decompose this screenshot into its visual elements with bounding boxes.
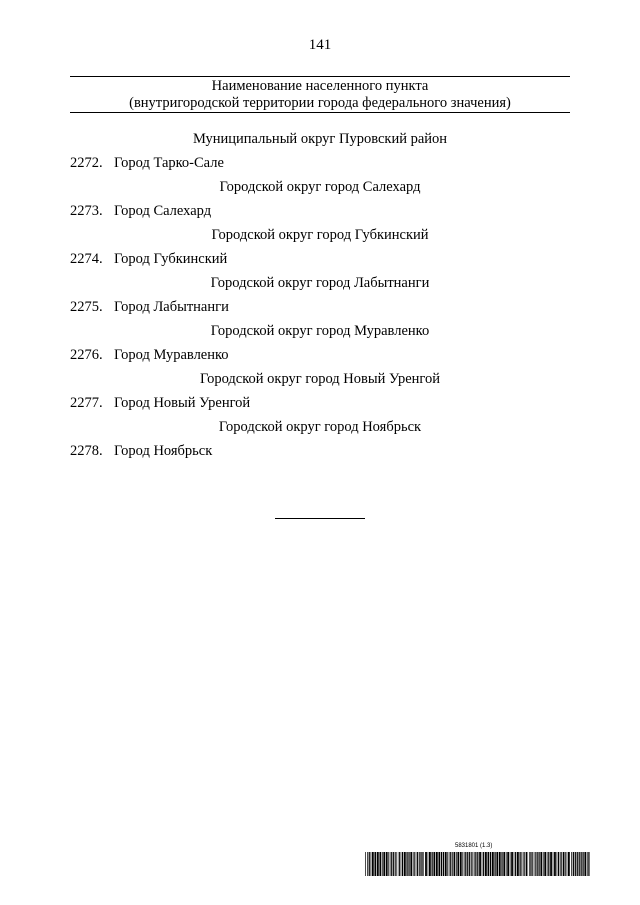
barcode-bar bbox=[450, 852, 451, 876]
barcode-bar bbox=[538, 852, 539, 876]
barcode-bar bbox=[382, 852, 383, 876]
barcode-bar bbox=[548, 852, 549, 876]
barcode-bar bbox=[460, 852, 462, 876]
barcode-bar bbox=[543, 852, 544, 876]
barcode-bar bbox=[474, 852, 475, 876]
barcode-bar bbox=[529, 852, 530, 876]
header-rule-bottom bbox=[70, 112, 570, 113]
barcode-bar bbox=[507, 852, 509, 876]
district-heading: Городской округ город Новый Уренгой bbox=[199, 371, 441, 387]
barcode bbox=[365, 852, 590, 876]
barcode-bar bbox=[413, 852, 414, 876]
column-header-title: Наименование населенного пункта bbox=[211, 78, 429, 94]
barcode-bar bbox=[372, 852, 374, 876]
barcode-bar bbox=[575, 852, 576, 876]
barcode-bar bbox=[469, 852, 470, 876]
barcode-bar bbox=[420, 852, 421, 876]
barcode-bar bbox=[571, 852, 572, 876]
settlement-row bbox=[70, 440, 570, 464]
barcode-bar bbox=[416, 852, 417, 876]
barcode-bar bbox=[402, 852, 403, 876]
barcode-bar bbox=[422, 852, 423, 876]
settlement-name: Город Муравленко bbox=[114, 347, 229, 363]
barcode-bar bbox=[377, 852, 379, 876]
barcode-caption: 5831801 (1.3) bbox=[455, 843, 493, 849]
barcode-bar bbox=[454, 852, 456, 876]
barcode-bar bbox=[553, 852, 554, 876]
settlement-name: Город Новый Уренгой bbox=[114, 395, 251, 411]
closing-rule bbox=[275, 518, 365, 519]
barcode-bar bbox=[374, 852, 376, 876]
barcode-bar bbox=[452, 852, 453, 876]
barcode-bar bbox=[523, 852, 524, 876]
barcode-bar bbox=[428, 852, 429, 876]
barcode-bar bbox=[557, 852, 558, 876]
barcode-bar bbox=[573, 852, 574, 876]
settlement-number: 2276. bbox=[70, 347, 103, 363]
barcode-bar bbox=[530, 852, 531, 876]
barcode-bar bbox=[419, 852, 420, 876]
settlement-number: 2277. bbox=[70, 395, 103, 411]
barcode-bar bbox=[383, 852, 385, 876]
barcode-bar bbox=[501, 852, 502, 876]
barcode-bar bbox=[534, 852, 535, 876]
barcode-bar bbox=[433, 852, 435, 876]
settlement-name: Город Губкинский bbox=[114, 251, 228, 267]
barcode-bar bbox=[429, 852, 431, 876]
barcode-bar bbox=[417, 852, 418, 876]
barcode-bar bbox=[408, 852, 409, 876]
barcode-bar bbox=[379, 852, 381, 876]
barcode-bar bbox=[514, 852, 515, 876]
barcode-bar bbox=[565, 852, 566, 876]
settlement-row bbox=[70, 296, 570, 320]
district-heading: Городской округ город Салехард bbox=[219, 179, 421, 195]
barcode-bar bbox=[479, 852, 481, 876]
barcode-bar bbox=[396, 852, 397, 876]
settlement-number: 2275. bbox=[70, 299, 103, 315]
barcode-bar bbox=[391, 852, 392, 876]
district-heading: Городской округ город Лабытнанги bbox=[210, 275, 430, 291]
barcode-bar bbox=[579, 852, 580, 876]
barcode-bar bbox=[404, 852, 406, 876]
barcode-bar bbox=[540, 852, 542, 876]
settlement-list bbox=[70, 128, 570, 464]
barcode-bar bbox=[520, 852, 521, 876]
barcode-bar bbox=[425, 852, 427, 876]
barcode-bar bbox=[393, 852, 394, 876]
barcode-bar bbox=[568, 852, 570, 876]
district-heading: Муниципальный округ Пуровский район bbox=[192, 131, 448, 147]
barcode-bar bbox=[485, 852, 487, 876]
barcode-bar bbox=[390, 852, 391, 876]
settlement-name: Город Лабытнанги bbox=[114, 299, 229, 315]
barcode-bar bbox=[471, 852, 472, 876]
barcode-bar bbox=[547, 852, 548, 876]
barcode-bar bbox=[456, 852, 457, 876]
barcode-bar bbox=[369, 852, 370, 876]
barcode-bar bbox=[532, 852, 533, 876]
barcode-bar bbox=[441, 852, 442, 876]
barcode-bar bbox=[503, 852, 505, 876]
district-heading: Городской округ город Губкинский bbox=[211, 227, 429, 243]
barcode-bar bbox=[410, 852, 412, 876]
barcode-bar bbox=[462, 852, 463, 876]
barcode-bar bbox=[582, 852, 583, 876]
barcode-bar bbox=[490, 852, 491, 876]
barcode-bar bbox=[496, 852, 498, 876]
barcode-bar bbox=[472, 852, 473, 876]
barcode-bar bbox=[499, 852, 501, 876]
barcode-bar bbox=[537, 852, 538, 876]
barcode-bar bbox=[475, 852, 476, 876]
barcode-bar bbox=[544, 852, 546, 876]
barcode-bar bbox=[414, 852, 415, 876]
barcode-bar bbox=[587, 852, 588, 876]
barcode-bar bbox=[443, 852, 444, 876]
settlement-number: 2274. bbox=[70, 251, 103, 267]
header-rule-top bbox=[70, 76, 570, 77]
barcode-bar bbox=[445, 852, 447, 876]
settlement-row bbox=[70, 200, 570, 224]
district-heading: Городской округ город Муравленко bbox=[210, 323, 430, 339]
barcode-bar bbox=[395, 852, 396, 876]
barcode-bar bbox=[365, 852, 366, 876]
barcode-bar bbox=[464, 852, 465, 876]
settlement-number: 2273. bbox=[70, 203, 103, 219]
barcode-bar bbox=[406, 852, 407, 876]
barcode-bar bbox=[438, 852, 440, 876]
settlement-number: 2278. bbox=[70, 443, 103, 459]
barcode-bar bbox=[482, 852, 483, 876]
barcode-bar bbox=[515, 852, 516, 876]
barcode-bar bbox=[449, 852, 450, 876]
barcode-bar bbox=[588, 852, 589, 876]
barcode-bar bbox=[524, 852, 525, 876]
barcode-bar bbox=[488, 852, 490, 876]
barcode-bar bbox=[386, 852, 388, 876]
barcode-bar bbox=[581, 852, 582, 876]
barcode-bar bbox=[558, 852, 559, 876]
barcode-bar bbox=[506, 852, 507, 876]
settlement-name: Город Ноябрьск bbox=[114, 443, 213, 459]
settlement-row bbox=[70, 392, 570, 416]
barcode-bar bbox=[517, 852, 519, 876]
barcode-bar bbox=[465, 852, 466, 876]
column-header-subtitle: (внутригородской территории города федерального значения) bbox=[129, 95, 511, 111]
barcode-bar bbox=[492, 852, 494, 876]
barcode-bar bbox=[447, 852, 448, 876]
barcode-bar bbox=[467, 852, 468, 876]
barcode-bar bbox=[457, 852, 459, 876]
barcode-bar bbox=[511, 852, 513, 876]
settlement-name: Город Салехард bbox=[114, 203, 212, 219]
barcode-bar bbox=[584, 852, 586, 876]
barcode-bar bbox=[567, 852, 568, 876]
barcode-bar bbox=[401, 852, 402, 876]
barcode-bar bbox=[563, 852, 565, 876]
barcode-bar bbox=[388, 852, 389, 876]
barcode-bar bbox=[560, 852, 561, 876]
settlement-number: 2272. bbox=[70, 155, 103, 171]
barcode-bar bbox=[436, 852, 438, 876]
barcode-bar bbox=[371, 852, 372, 876]
settlement-name: Город Тарко-Сале bbox=[114, 155, 224, 171]
barcode-bar bbox=[494, 852, 495, 876]
barcode-bar bbox=[510, 852, 511, 876]
settlement-row bbox=[70, 344, 570, 368]
district-heading: Городской округ город Ноябрьск bbox=[218, 419, 422, 435]
barcode-bar bbox=[577, 852, 578, 876]
barcode-bar bbox=[561, 852, 562, 876]
barcode-bar bbox=[526, 852, 528, 876]
barcode-bar bbox=[477, 852, 478, 876]
settlement-row bbox=[70, 152, 570, 176]
barcode-bar bbox=[521, 852, 522, 876]
barcode-bar bbox=[432, 852, 433, 876]
settlement-row bbox=[70, 248, 570, 272]
barcode-bar bbox=[483, 852, 484, 876]
barcode-bar bbox=[399, 852, 400, 876]
barcode-bar bbox=[367, 852, 368, 876]
barcode-bar bbox=[535, 852, 536, 876]
page-number: 141 bbox=[308, 37, 332, 53]
barcode-bar bbox=[550, 852, 552, 876]
barcode-bar bbox=[554, 852, 556, 876]
